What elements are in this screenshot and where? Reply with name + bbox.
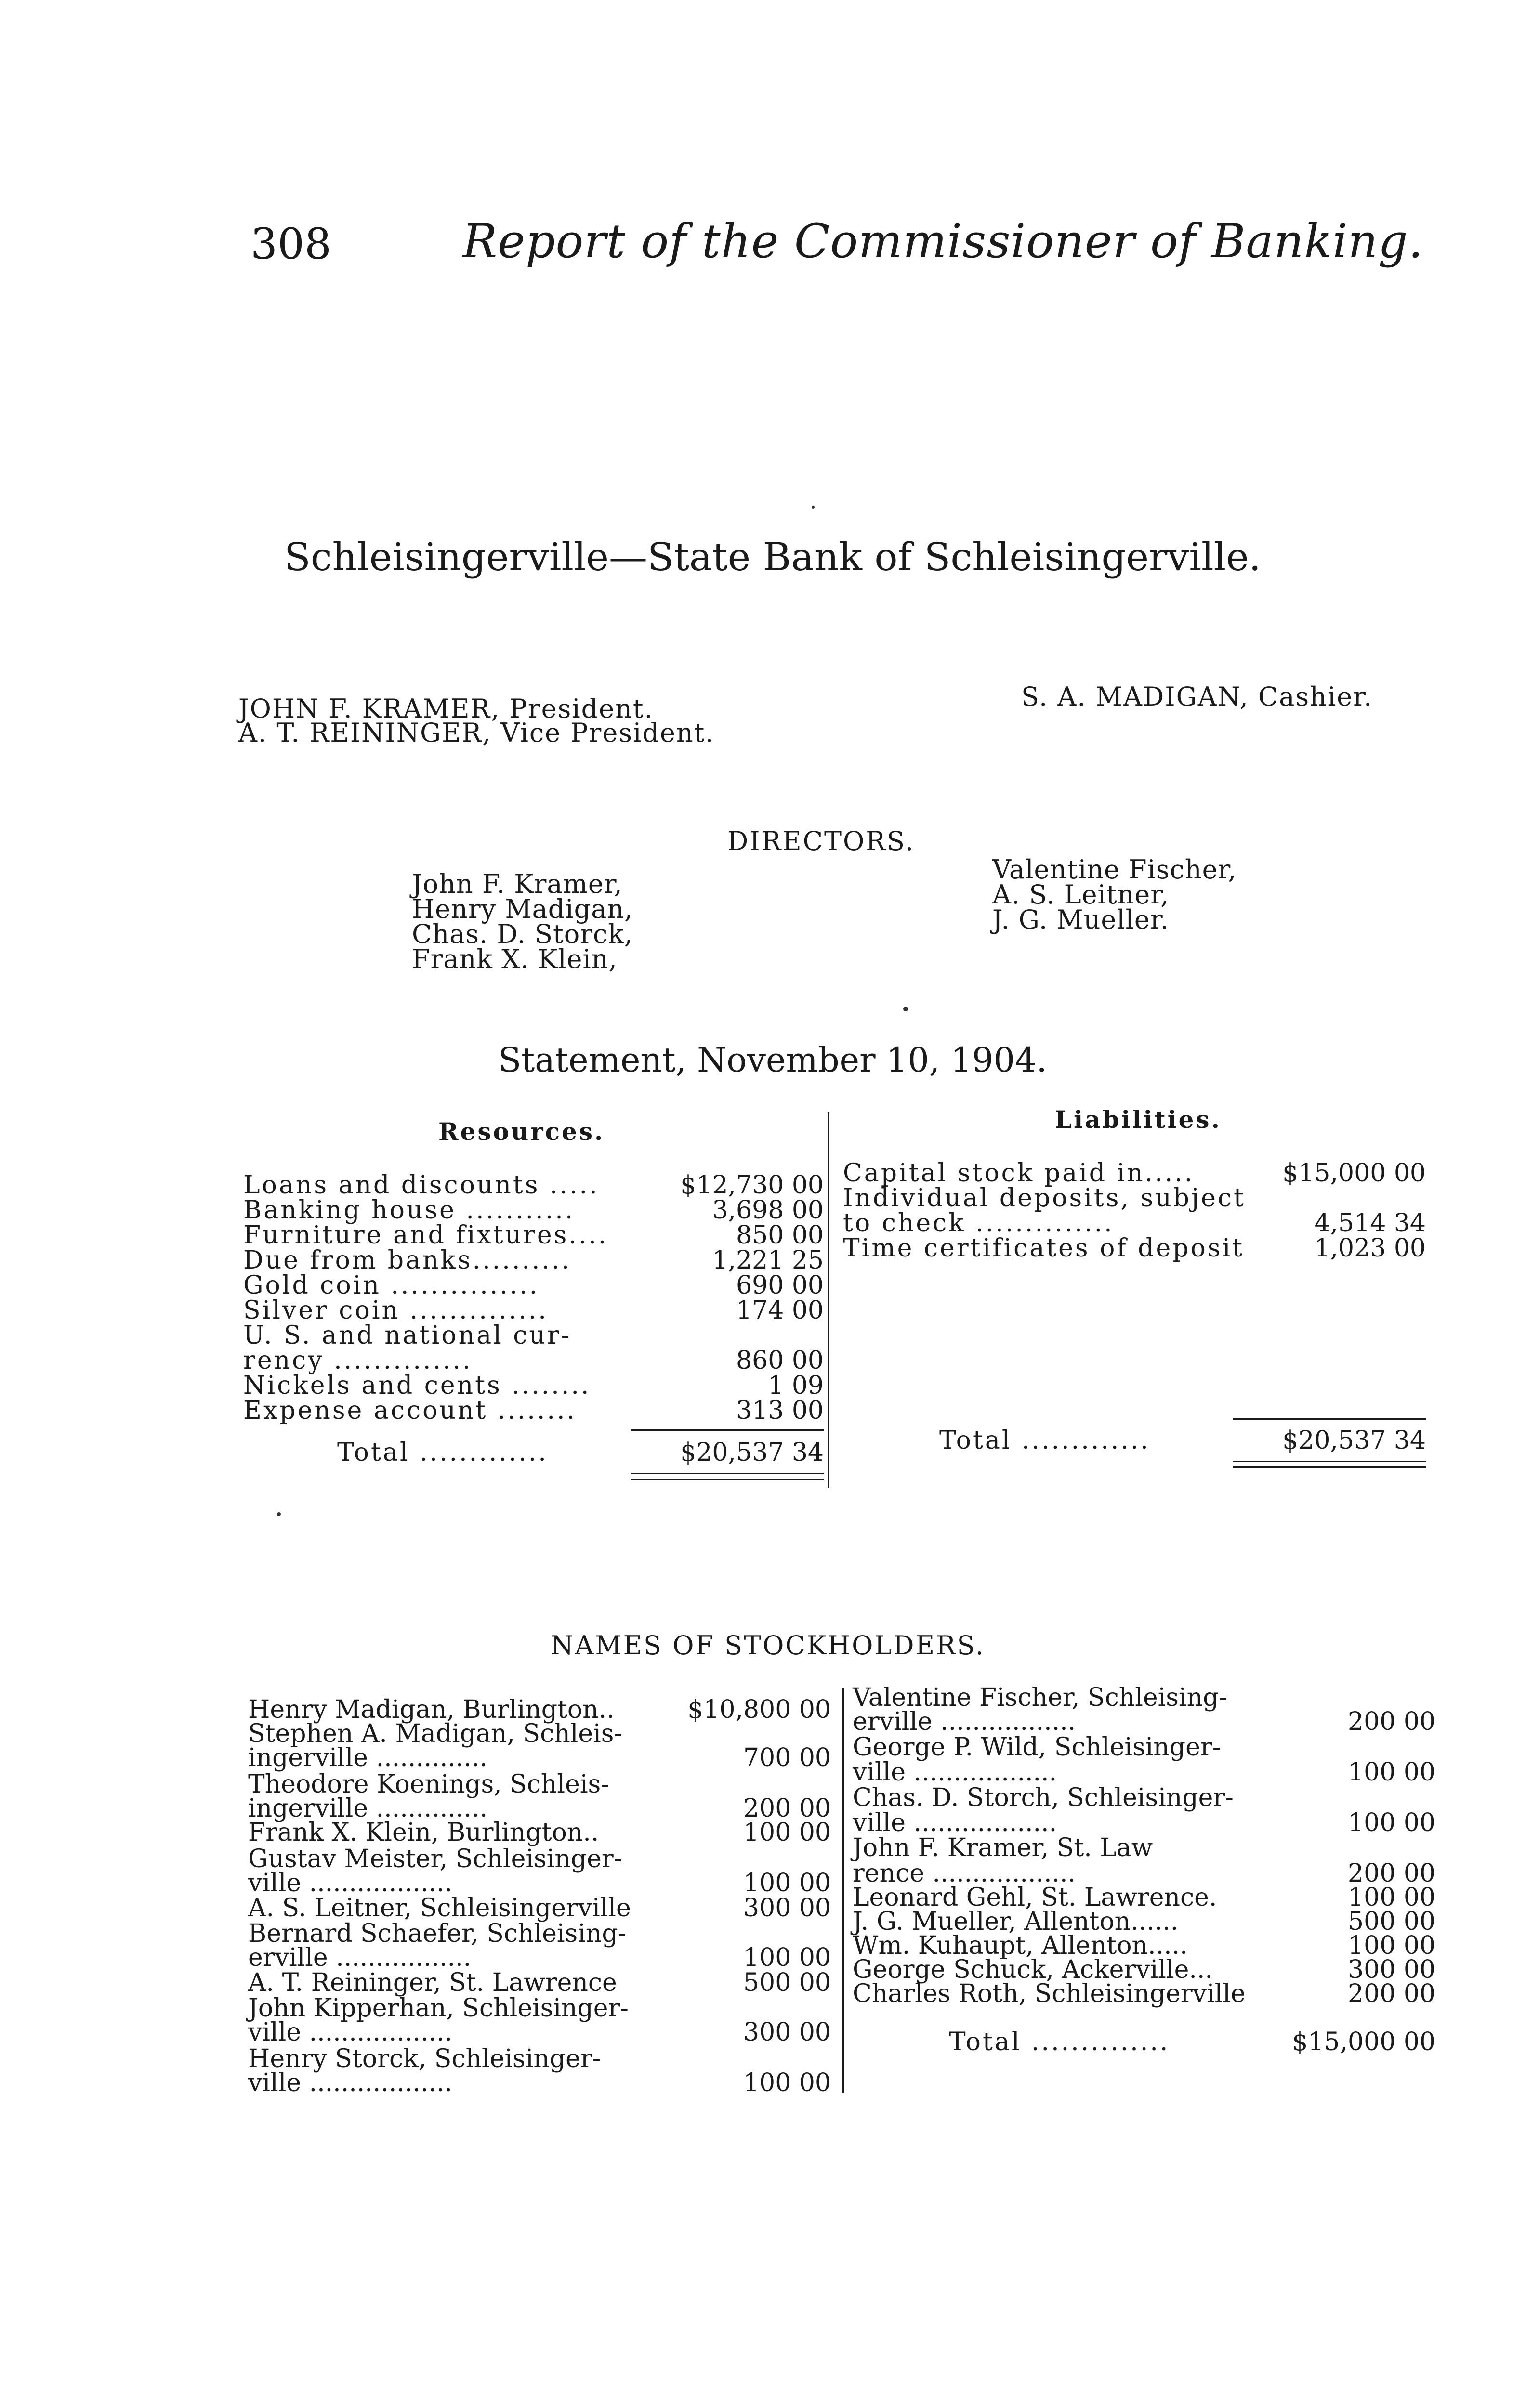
stockholder-name: Chas. D. Storch, Schleisinger- xyxy=(853,1783,1234,1812)
resource-label: Due from banks.......... xyxy=(243,1246,571,1275)
resource-amount: 690 00 xyxy=(736,1271,824,1300)
resource-amount: 3,698 00 xyxy=(712,1196,824,1225)
liability-label: Capital stock paid in..... xyxy=(843,1159,1195,1188)
directors-right-list xyxy=(992,854,1237,935)
print-mark xyxy=(277,1512,281,1516)
stockholder-name: A. S. Leitner, Schleisingerville xyxy=(248,1894,631,1923)
stockholder-name: George P. Wild, Schleisinger- xyxy=(853,1733,1221,1762)
page-number: 308 xyxy=(250,219,331,269)
stockholder-name: Henry Madigan, Burlington.. xyxy=(248,1695,615,1724)
officer-vice-president: A. T. REININGER, Vice President. xyxy=(238,718,715,748)
stockholder-amount: 300 00 xyxy=(743,2018,831,2047)
officer-president: JOHN F. KRAMER, President. xyxy=(238,694,654,724)
statement-title: Statement, November 10, 1904. xyxy=(498,1040,1047,1080)
resource-amount: 174 00 xyxy=(736,1296,824,1325)
resource-label: Nickels and cents ........ xyxy=(243,1371,591,1400)
stockholder-amount: 100 00 xyxy=(1348,1758,1435,1787)
resources-total-amount: $20,537 34 xyxy=(680,1438,824,1467)
liability-label: to check .............. xyxy=(843,1209,1114,1238)
stockholder-amount: 100 00 xyxy=(743,2068,831,2097)
stockholder-amount: 200 00 xyxy=(1348,1859,1435,1888)
directors-left-list xyxy=(412,869,633,974)
stockholder-amount: 100 00 xyxy=(743,1818,831,1847)
stockholder-name: ville .................. xyxy=(853,1808,1057,1837)
resource-amount: 860 00 xyxy=(736,1346,824,1375)
director-name: J. G. Mueller. xyxy=(992,904,1169,935)
stockholder-name: J. G. Mueller, Allenton...... xyxy=(853,1907,1179,1936)
stockholders-heading: NAMES OF STOCKHOLDERS. xyxy=(551,1630,985,1661)
print-mark xyxy=(812,506,815,509)
director-name: Chas. D. Storck, xyxy=(412,919,633,949)
liability-label: Time certificates of deposit xyxy=(843,1234,1245,1263)
director-name: A. S. Leitner, xyxy=(992,879,1170,910)
liabilities-total-rule xyxy=(1233,1418,1426,1420)
resource-amount: 1 09 xyxy=(768,1371,824,1400)
liability-amount: $15,000 00 xyxy=(1282,1159,1426,1188)
stockholder-amount: 200 00 xyxy=(1348,1979,1435,2008)
stockholder-name: erville ................. xyxy=(853,1707,1076,1736)
stockholder-name: George Schuck, Ackerville... xyxy=(853,1955,1213,1984)
stockholder-name: ville .................. xyxy=(853,1758,1057,1787)
stockholders-total-label: Total .............. xyxy=(949,2028,1170,2056)
stockholder-amount: 300 00 xyxy=(743,1894,831,1923)
bank-title: Schleisingerville—State Bank of Schleisingerville. xyxy=(284,535,1261,579)
resources-double-rule xyxy=(631,1473,824,1474)
stockholder-name: Henry Storck, Schleisinger- xyxy=(248,2044,601,2073)
stockholder-name: ingerville .............. xyxy=(248,1794,488,1823)
resource-label: Furniture and fixtures.... xyxy=(243,1221,608,1250)
stockholder-amount: 100 00 xyxy=(1348,1808,1435,1837)
stockholder-name: erville ................. xyxy=(248,1943,472,1972)
running-title: Report of the Commissioner of Banking. xyxy=(462,214,1424,268)
liability-label: Individual deposits, subject xyxy=(843,1184,1246,1213)
stockholder-amount: 500 00 xyxy=(743,1968,831,1997)
stockholder-amount: $10,800 00 xyxy=(687,1695,831,1724)
stockholder-amount: 200 00 xyxy=(1348,1707,1435,1736)
stockholder-name: Theodore Koenings, Schleis- xyxy=(248,1770,609,1799)
stockholder-amount: 100 00 xyxy=(1348,1883,1435,1912)
liabilities-total-label: Total ............. xyxy=(939,1426,1150,1455)
column-divider xyxy=(828,1112,829,1488)
stockholders-divider xyxy=(842,1688,844,2093)
stockholders-total-amount: $15,000 00 xyxy=(1292,2028,1435,2056)
resource-label: rency .............. xyxy=(243,1346,473,1375)
stockholder-name: Valentine Fischer, Schleising- xyxy=(853,1683,1227,1712)
resources-double-rule xyxy=(631,1479,824,1480)
stockholder-name: Leonard Gehl, St. Lawrence. xyxy=(853,1883,1217,1912)
liability-amount: 1,023 00 xyxy=(1314,1234,1426,1263)
stockholder-amount: 100 00 xyxy=(743,1943,831,1972)
stockholder-amount: 500 00 xyxy=(1348,1907,1435,1936)
director-name: Henry Madigan, xyxy=(412,894,633,924)
director-name: Frank X. Klein, xyxy=(412,944,618,974)
stockholder-name: ville .................. xyxy=(248,1869,453,1898)
stockholder-amount: 100 00 xyxy=(743,1869,831,1898)
print-mark xyxy=(903,1007,908,1011)
resource-amount: 850 00 xyxy=(736,1221,824,1250)
resources-heading: Resources. xyxy=(438,1117,605,1146)
director-name: Valentine Fischer, xyxy=(992,854,1237,885)
resource-label: Gold coin ............... xyxy=(243,1271,539,1300)
stockholder-name: Bernard Schaefer, Schleising- xyxy=(248,1919,627,1948)
resource-amount: $12,730 00 xyxy=(680,1171,824,1200)
liability-amount: 4,514 34 xyxy=(1314,1209,1426,1238)
stockholder-name: ingerville .............. xyxy=(248,1743,488,1772)
liabilities-double-rule xyxy=(1233,1466,1426,1468)
stockholder-amount: 300 00 xyxy=(1348,1955,1435,1984)
stockholder-amount: 100 00 xyxy=(1348,1931,1435,1960)
stockholder-name: rence .................. xyxy=(853,1859,1076,1888)
resource-label: Banking house ........... xyxy=(243,1196,575,1225)
stockholder-name: Frank X. Klein, Burlington.. xyxy=(248,1818,599,1847)
resource-label: Loans and discounts ..... xyxy=(243,1171,599,1200)
stockholder-name: A. T. Reininger, St. Lawrence xyxy=(248,1968,617,1997)
resource-amount: 313 00 xyxy=(736,1396,824,1425)
stockholder-name: ville .................. xyxy=(248,2068,453,2097)
resources-total-label: Total ............. xyxy=(337,1438,548,1467)
stockholder-name: Wm. Kuhaupt, Allenton..... xyxy=(853,1931,1188,1960)
stockholder-amount: 700 00 xyxy=(743,1743,831,1772)
resources-total-rule xyxy=(631,1429,824,1431)
resource-label: Expense account ........ xyxy=(243,1396,577,1425)
resource-label: Silver coin .............. xyxy=(243,1296,548,1325)
stockholder-name: Charles Roth, Schleisingerville xyxy=(853,1979,1246,2008)
liabilities-heading: Liabilities. xyxy=(1055,1105,1222,1134)
stockholder-name: ville .................. xyxy=(248,2018,453,2047)
stockholder-name: Gustav Meister, Schleisinger- xyxy=(248,1845,622,1873)
stockholder-name: Stephen A. Madigan, Schleis- xyxy=(248,1719,623,1748)
liabilities-total-amount: $20,537 34 xyxy=(1282,1426,1426,1455)
stockholder-amount: 200 00 xyxy=(743,1794,831,1823)
resource-label: U. S. and national cur- xyxy=(243,1321,572,1350)
stockholder-name: John F. Kramer, St. Law xyxy=(853,1833,1153,1862)
stockholder-name: John Kipperhan, Schleisinger- xyxy=(248,1994,629,2023)
directors-heading: DIRECTORS. xyxy=(727,826,915,856)
officer-cashier: S. A. MADIGAN, Cashier. xyxy=(1021,681,1373,712)
resource-amount: 1,221 25 xyxy=(712,1246,824,1275)
director-name: John F. Kramer, xyxy=(412,869,623,899)
liabilities-double-rule xyxy=(1233,1461,1426,1462)
